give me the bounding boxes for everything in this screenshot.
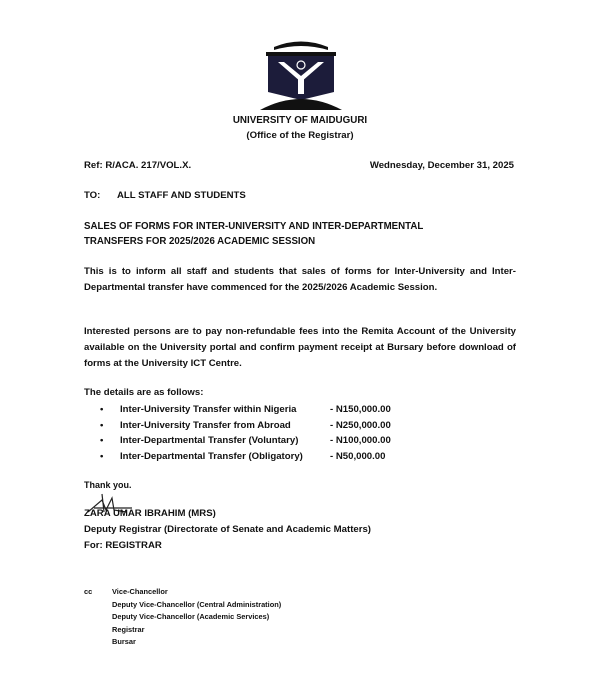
cc-recipient: Bursar <box>112 637 136 646</box>
cc-label: cc <box>84 587 93 596</box>
subject-line-1: SALES OF FORMS FOR INTER-UNIVERSITY AND INTER-DEPARTMENTAL <box>84 221 424 232</box>
university-logo <box>256 38 346 112</box>
fee-item: • Inter-University Transfer within Nigeria - N150,000.00 <box>100 402 391 418</box>
cc-recipient: Deputy Vice-Chancellor (Central Administration) <box>112 599 282 609</box>
to-recipients: ALL STAFF AND STUDENTS <box>117 190 246 201</box>
fee-item: • Inter-University Transfer from Abroad - N250,000.00 <box>100 418 391 434</box>
cc-recipient: Registrar <box>112 624 145 634</box>
fee-item-amount: - N250,000.00 <box>330 419 391 431</box>
closing: Thank you. <box>84 480 132 490</box>
fee-item-label: Inter-Departmental Transfer (Voluntary) <box>120 435 299 447</box>
signatory-for: For: REGISTRAR <box>84 540 162 551</box>
cc-recipient: Deputy Vice-Chancellor (Academic Services) <box>112 612 270 621</box>
fee-item-amount: - N100,000.00 <box>330 435 391 447</box>
signatory-title: Deputy Registrar (Directorate of Senate and Academic Matters) <box>84 524 372 535</box>
fee-item: • Inter-Departmental Transfer (Obligatory) - N50,000.00 <box>100 449 391 465</box>
institution-name: UNIVERSITY OF MAIDUGURI <box>232 115 368 126</box>
cc-recipient: Vice-Chancellor <box>112 587 168 596</box>
to-label: TO: <box>84 190 101 201</box>
details-intro: The details are as follows: <box>84 387 204 398</box>
cc-section <box>84 586 282 646</box>
signatory-name: ZARA UMAR IBRAHIM (MRS) <box>84 508 216 519</box>
letter-date: Wednesday, December 31, 2025 <box>369 160 514 171</box>
paragraph-payment: Interested persons are to pay non-refundable fees into the Remita Account of the University available on the University portal and confirm payment receipt at Bursary before download of forms at the University ICT Centre. <box>84 326 516 369</box>
subject-line-2: TRANSFERS FOR 2025/2026 ACADEMIC SESSION <box>84 236 316 247</box>
fee-item-label: Inter-Departmental Transfer (Obligatory) <box>120 450 303 462</box>
fees-list <box>100 402 391 464</box>
reference-number: Ref: R/ACA. 217/VOL.X. <box>84 160 192 171</box>
fee-item-label: Inter-University Transfer from Abroad <box>120 419 291 431</box>
fee-item-label: Inter-University Transfer within Nigeria <box>120 404 297 415</box>
paragraph-announcement: This is to inform all staff and students that sales of forms for Inter-University and Inter-Departmental transfer have commenced for the 2025/2026 Academic Session. <box>84 266 516 293</box>
office-name: (Office of the Registrar) <box>246 130 354 141</box>
fee-item: • Inter-Departmental Transfer (Voluntary) - N100,000.00 <box>100 433 391 449</box>
fee-item-amount: - N50,000.00 <box>330 450 386 462</box>
fee-item-amount: - N150,000.00 <box>330 404 391 415</box>
